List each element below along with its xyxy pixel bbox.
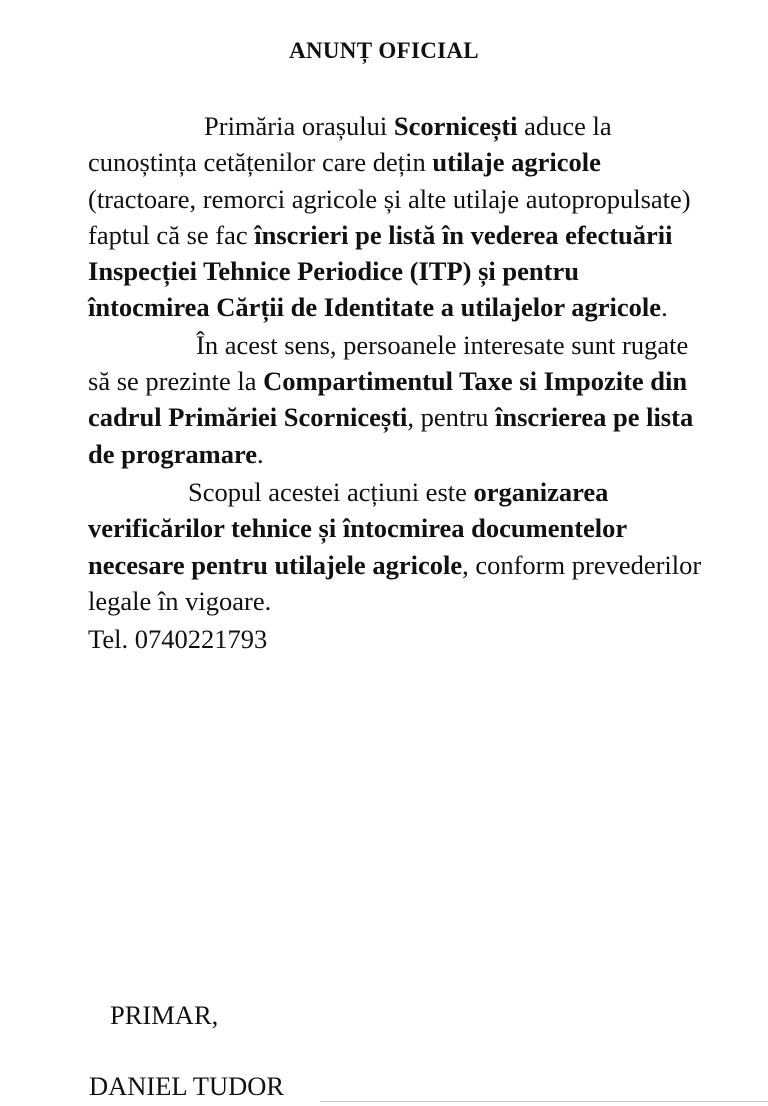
text-run: (tractoare, remorci agricole și alte utilaje autopropulsate) faptul că se fac xyxy=(88,183,691,250)
bold-text-run: înscrieri pe listă în vederea efectuării Inspecției Tehnice Periodice (ITP) și pentru întocmirea Cărții de Identitate a utilajelor agricole xyxy=(88,219,673,323)
paragraph-3 xyxy=(88,474,703,619)
announcement-body xyxy=(88,108,703,657)
page-bottom-line xyxy=(320,1101,768,1102)
bold-text-run: înscrierea pe lista de programare xyxy=(88,402,694,469)
text-run: , pentru xyxy=(407,402,495,433)
bold-text-run: organizarea verificărilor tehnice și întocmirea documentelor necesare pentru utilajele agricole xyxy=(88,476,627,580)
paragraph-1 xyxy=(88,108,703,326)
signature-role: PRIMAR, xyxy=(110,1000,219,1030)
text-run: Scopul acestei acțiuni este xyxy=(188,476,474,507)
signature-name: DANIEL TUDOR xyxy=(89,1071,285,1101)
text-run: aduce la cunoștința cetățenilor care dețin xyxy=(88,111,612,178)
paragraph-2 xyxy=(88,327,703,472)
bold-text-run: Compartimentul Taxe si Impozite din cadrul Primăriei Scornicești xyxy=(88,366,688,433)
text-run: . xyxy=(257,438,264,469)
bold-text-run: utilaje agricole xyxy=(432,147,601,178)
bold-text-run: Scornicești xyxy=(393,111,518,141)
document-title: ANUNȚ OFICIAL xyxy=(289,38,479,63)
text-run: , conform prevederilor legale în vigoare. xyxy=(88,549,702,616)
text-run: În acest sens, persoanele interesate sunt rugate să se prezinte la xyxy=(88,329,689,397)
phone-number: Tel. 0740221793 xyxy=(88,624,268,655)
text-run: . xyxy=(661,292,668,323)
text-run: Primăria orașului xyxy=(204,111,394,141)
